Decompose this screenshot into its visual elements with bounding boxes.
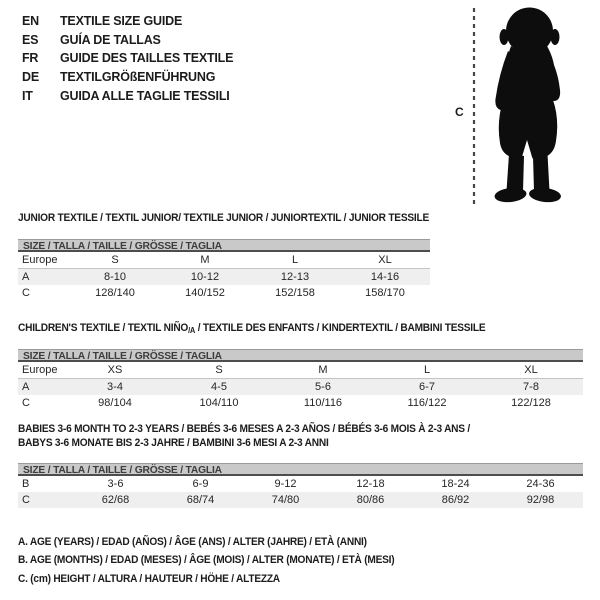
value-cell: 110/116	[303, 397, 343, 409]
size-cell: XL	[340, 252, 430, 269]
language-row-en	[22, 12, 233, 31]
size-cell: S	[70, 252, 160, 269]
children-title-text: / TEXTILE DES ENFANTS / KINDERTEXTIL / BAMBINI TESSILE	[195, 322, 486, 334]
language-row-it	[22, 87, 233, 106]
language-title: GUÍA DE TALLAS	[60, 32, 161, 47]
value-cell: 86/92	[413, 492, 498, 508]
junior-section-title: JUNIOR TEXTILE / TEXTIL JUNIOR/ TEXTILE JUNIOR / JUNIORTEXTIL / JUNIOR TESSILE	[18, 212, 430, 224]
language-row-es	[22, 31, 233, 50]
value-cell: 6-9	[192, 478, 209, 490]
language-code: EN	[22, 14, 39, 28]
value-cell: 8-10	[70, 269, 160, 286]
size-cell: M	[271, 362, 375, 379]
value-cell: 12-13	[250, 269, 340, 286]
row-label-cell: C	[22, 287, 30, 299]
language-row-de	[22, 68, 233, 87]
table-row-height	[18, 285, 430, 301]
baby-silhouette	[483, 4, 573, 210]
value-cell: 3-6	[107, 478, 124, 490]
value-cell: 6-7	[375, 379, 479, 396]
table-row-age	[18, 269, 430, 286]
value-cell: 7-8	[479, 379, 583, 396]
table-row-europe	[18, 252, 430, 269]
language-code: DE	[22, 70, 39, 85]
size-cell: L	[250, 252, 340, 269]
language-title: GUIDA ALLE TAGLIE TESSILI	[60, 88, 230, 103]
value-cell: 12-18	[356, 478, 385, 490]
children-title-text: CHILDREN'S TEXTILE / TEXTIL NIÑO	[18, 322, 189, 334]
region-label-cell: Europe	[18, 252, 70, 269]
value-cell: 9-12	[274, 478, 297, 490]
language-code: FR	[22, 51, 39, 66]
legend-footnotes	[18, 533, 418, 588]
table-row-height	[18, 395, 583, 411]
children-size-table	[18, 349, 583, 411]
value-cell: 3-4	[63, 379, 167, 396]
size-cell: XL	[479, 362, 583, 379]
table-row-europe	[18, 362, 583, 379]
row-label-cell: A	[18, 379, 63, 396]
value-cell: 122/128	[511, 397, 551, 409]
footnote-age-months: B. AGE (MONTHS) / EDAD (MESES) / ÂGE (MOIS) / ALTER (MONATE) / ETÀ (MESI)	[18, 554, 395, 567]
language-code: ES	[22, 32, 39, 47]
babies-title-line1: BABIES 3-6 MONTH TO 2-3 YEARS / BEBÉS 3-6 MESES A 2-3 AÑOS / BÉBÉS 3-6 MOIS À 2-3 ANS /	[18, 423, 470, 435]
value-cell: 24-36	[526, 478, 555, 490]
size-cell: M	[160, 252, 250, 269]
size-cell: S	[167, 362, 271, 379]
babies-size-table	[18, 463, 583, 508]
language-title: TEXTILGRÖßENFÜHRUNG	[60, 70, 216, 85]
value-cell: 14-16	[340, 269, 430, 286]
value-cell: 116/122	[407, 397, 447, 409]
size-cell: L	[375, 362, 479, 379]
value-cell: 92/98	[498, 492, 583, 508]
value-cell: 152/158	[275, 287, 315, 299]
children-size-header-bar: SIZE / TALLA / TAILLE / GRÖSSE / TAGLIA	[18, 349, 583, 362]
row-label-cell: C	[22, 397, 30, 409]
value-cell: 10-12	[160, 269, 250, 286]
junior-size-header-bar: SIZE / TALLA / TAILLE / GRÖSSE / TAGLIA	[18, 239, 430, 252]
size-cell: XS	[63, 362, 167, 379]
value-cell: 158/170	[365, 287, 405, 299]
value-cell: 140/152	[185, 287, 225, 299]
babies-size-header-bar: SIZE / TALLA / TAILLE / GRÖSSE / TAGLIA	[18, 463, 583, 476]
table-row-height	[18, 492, 583, 508]
row-label-cell: A	[18, 269, 70, 286]
language-list	[22, 12, 233, 106]
value-cell: 62/68	[73, 492, 158, 508]
value-cell: 74/80	[243, 492, 328, 508]
value-cell: 104/110	[199, 397, 239, 409]
row-label-cell: C	[18, 492, 73, 508]
junior-size-table	[18, 239, 430, 301]
language-row-fr	[22, 49, 233, 68]
language-title: GUIDE DES TAILLES TEXTILE	[60, 51, 234, 66]
children-section-title	[18, 322, 485, 335]
value-cell: 80/86	[328, 492, 413, 508]
language-title: TEXTILE SIZE GUIDE	[60, 14, 183, 28]
value-cell: 5-6	[271, 379, 375, 396]
row-label-cell: B	[22, 478, 30, 490]
footnote-age-years: A. AGE (YEARS) / EDAD (AÑOS) / ÂGE (ANS) / ALTER (JAHRE) / ETÀ (ANNI)	[18, 536, 367, 548]
value-cell: 68/74	[158, 492, 243, 508]
value-cell: 4-5	[167, 379, 271, 396]
height-measure-label: C	[455, 105, 464, 119]
babies-title-line2: BABYS 3-6 MONATE BIS 2-3 JAHRE / BAMBINI 3-6 MESI A 2-3 ANNI	[18, 437, 329, 449]
region-label-cell: Europe	[18, 362, 63, 379]
table-row-age	[18, 476, 583, 492]
value-cell: 18-24	[441, 478, 470, 490]
babies-section-title	[18, 422, 470, 450]
value-cell: 98/104	[98, 397, 132, 409]
table-row-age	[18, 379, 583, 396]
value-cell: 128/140	[95, 287, 135, 299]
height-dashed-line	[472, 6, 476, 210]
footnote-height: C. (cm) HEIGHT / ALTURA / HAUTEUR / HÖHE / ALTEZZA	[18, 572, 280, 585]
children-title-sub: /A	[188, 326, 196, 335]
language-code: IT	[22, 88, 33, 103]
